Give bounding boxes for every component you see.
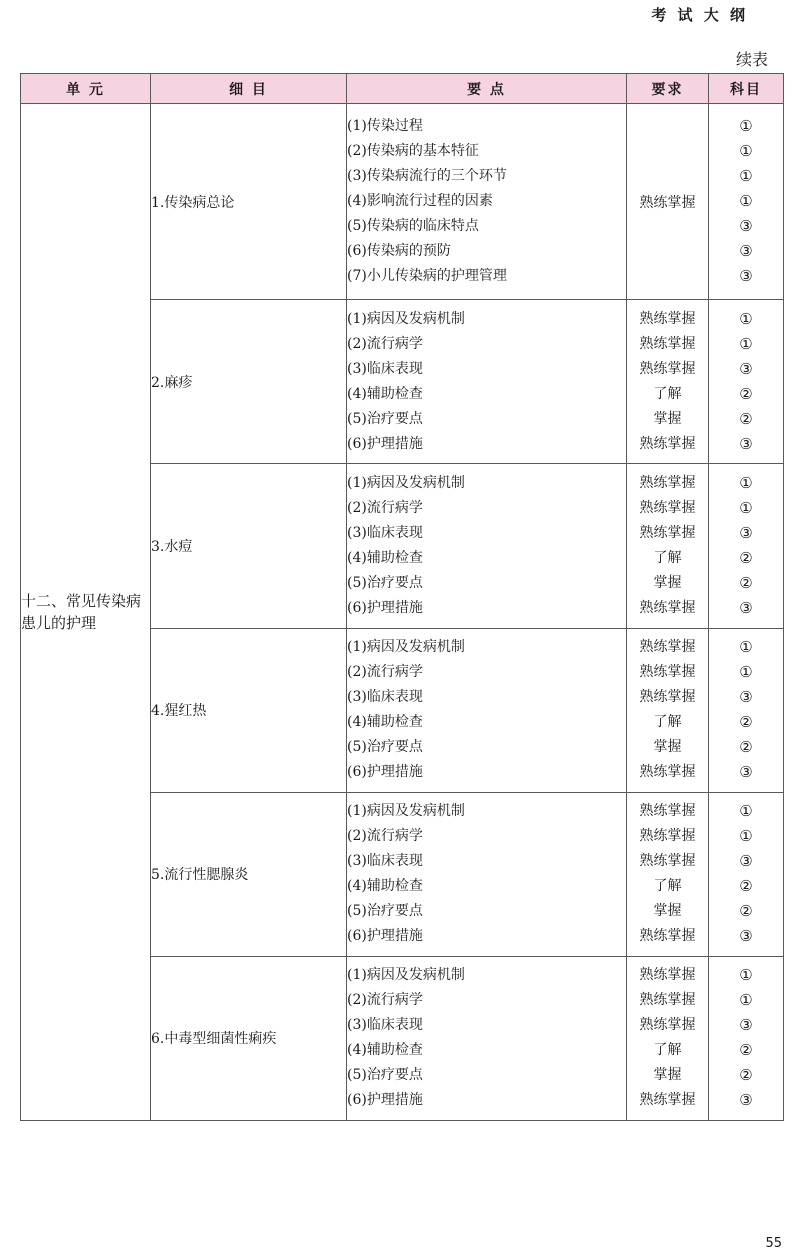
subject-mark: ③ — [739, 852, 753, 871]
subject-mark: ② — [739, 573, 753, 592]
subject-mark: ③ — [739, 523, 753, 542]
point-item: (4)辅助检查 — [347, 385, 423, 402]
subject-mark: ③ — [739, 217, 753, 236]
subject-mark: ① — [739, 334, 753, 353]
column-header-subject: 科目 — [709, 74, 784, 104]
requirement-item: 了解 — [653, 1042, 682, 1059]
point-item: (3)临床表现 — [347, 360, 423, 377]
subject-mark: ③ — [739, 267, 753, 286]
point-item: (1)病因及发病机制 — [347, 474, 465, 491]
detail-cell: 4.猩红热 — [151, 628, 347, 792]
subjects-cell — [709, 628, 784, 792]
requirement-item: 熟练掌握 — [639, 499, 696, 516]
subjects-cell — [709, 300, 784, 464]
subject-mark: ① — [739, 498, 753, 517]
exam-outline-table — [20, 73, 784, 1121]
point-item: (3)临床表现 — [347, 524, 423, 541]
points-cell — [347, 300, 627, 464]
requirement-item: 熟练掌握 — [639, 853, 696, 870]
column-header-detail: 细 目 — [151, 74, 347, 104]
requirement-item: 熟练掌握 — [639, 828, 696, 845]
subject-mark: ③ — [739, 598, 753, 617]
point-item: (2)流行病学 — [347, 828, 423, 845]
requirement-item: 熟练掌握 — [639, 599, 696, 616]
detail-cell: 3.水痘 — [151, 464, 347, 628]
page-number: 55 — [765, 1236, 782, 1251]
table-row — [21, 104, 784, 300]
point-item: (7)小儿传染病的护理管理 — [347, 268, 507, 285]
subject-mark: ② — [739, 384, 753, 403]
subject-mark: ① — [739, 117, 753, 136]
subject-mark: ③ — [739, 688, 753, 707]
requirement-item: 了解 — [653, 549, 682, 566]
subjects-cell — [709, 104, 784, 300]
requirement-item: 掌握 — [653, 903, 682, 920]
point-item: (6)传染病的预防 — [347, 243, 451, 260]
subject-mark: ③ — [739, 1091, 753, 1110]
subject-mark: ③ — [739, 763, 753, 782]
requirements-cell — [627, 628, 709, 792]
requirement-item: 熟练掌握 — [639, 1092, 696, 1109]
point-item: (1)传染过程 — [347, 118, 423, 135]
running-title: 考 试 大 纲 — [651, 6, 748, 24]
points-cell — [347, 464, 627, 628]
requirement-item: 熟练掌握 — [639, 764, 696, 781]
point-item: (3)传染病流行的三个环节 — [347, 168, 507, 185]
point-item: (4)辅助检查 — [347, 549, 423, 566]
requirement-item: 熟练掌握 — [639, 689, 696, 706]
detail-cell: 2.麻疹 — [151, 300, 347, 464]
requirements-cell — [627, 956, 709, 1120]
detail-cell: 5.流行性腮腺炎 — [151, 792, 347, 956]
subjects-cell — [709, 464, 784, 628]
subject-mark: ① — [739, 167, 753, 186]
subject-mark: ② — [739, 409, 753, 428]
column-header-key-points: 要 点 — [347, 74, 627, 104]
subject-mark: ② — [739, 902, 753, 921]
subjects-cell — [709, 792, 784, 956]
unit-cell: 十二、常见传染病患儿的护理 — [21, 104, 151, 1121]
point-item: (6)护理措施 — [347, 764, 423, 781]
requirement-item: 熟练掌握 — [639, 335, 696, 352]
requirements-cell — [627, 300, 709, 464]
point-item: (2)流行病学 — [347, 992, 423, 1009]
continued-label: 续表 — [735, 50, 768, 69]
requirement-item: 熟练掌握 — [639, 360, 696, 377]
requirement-item: 掌握 — [653, 1067, 682, 1084]
requirement-item: 掌握 — [653, 410, 682, 427]
subject-mark: ② — [739, 548, 753, 567]
detail-cell: 1.传染病总论 — [151, 104, 347, 300]
requirement-item: 熟练掌握 — [639, 928, 696, 945]
subject-mark: ① — [739, 142, 753, 161]
requirement-item: 熟练掌握 — [639, 474, 696, 491]
point-item: (6)护理措施 — [347, 928, 423, 945]
requirement-item: 熟练掌握 — [639, 639, 696, 656]
requirement-item: 熟练掌握 — [639, 967, 696, 984]
point-item: (2)流行病学 — [347, 335, 423, 352]
points-cell — [347, 628, 627, 792]
column-header-unit: 单 元 — [21, 74, 151, 104]
requirement-item: 熟练掌握 — [639, 435, 696, 452]
subject-mark: ② — [739, 877, 753, 896]
subject-mark: ① — [739, 192, 753, 211]
requirements-cell — [627, 464, 709, 628]
requirement-item: 掌握 — [653, 574, 682, 591]
subject-mark: ① — [739, 827, 753, 846]
point-item: (4)影响流行过程的因素 — [347, 193, 493, 210]
point-item: (2)传染病的基本特征 — [347, 143, 479, 160]
subject-mark: ③ — [739, 927, 753, 946]
requirement-cell: 熟练掌握 — [627, 104, 709, 300]
column-header-requirement: 要求 — [627, 74, 709, 104]
subjects-cell — [709, 956, 784, 1120]
requirement-item: 了解 — [653, 385, 682, 402]
point-item: (3)临床表现 — [347, 689, 423, 706]
requirement-item: 熟练掌握 — [639, 524, 696, 541]
points-cell — [347, 104, 627, 300]
point-item: (6)护理措施 — [347, 435, 423, 452]
requirement-item: 熟练掌握 — [639, 310, 696, 327]
point-item: (1)病因及发病机制 — [347, 639, 465, 656]
subject-mark: ② — [739, 1066, 753, 1085]
point-item: (3)临床表现 — [347, 853, 423, 870]
requirement-item: 熟练掌握 — [639, 664, 696, 681]
point-item: (5)治疗要点 — [347, 574, 423, 591]
point-item: (1)病因及发病机制 — [347, 310, 465, 327]
subject-mark: ③ — [739, 359, 753, 378]
subject-mark: ③ — [739, 434, 753, 453]
subject-mark: ① — [739, 638, 753, 657]
point-item: (2)流行病学 — [347, 664, 423, 681]
subject-mark: ① — [739, 991, 753, 1010]
subject-mark: ① — [739, 473, 753, 492]
point-item: (2)流行病学 — [347, 499, 423, 516]
point-item: (5)传染病的临床特点 — [347, 218, 479, 235]
subject-mark: ① — [739, 802, 753, 821]
point-item: (5)治疗要点 — [347, 903, 423, 920]
subject-mark: ① — [739, 663, 753, 682]
point-item: (5)治疗要点 — [347, 739, 423, 756]
requirement-item: 了解 — [653, 878, 682, 895]
requirement-item: 熟练掌握 — [639, 992, 696, 1009]
subject-mark: ② — [739, 713, 753, 732]
table-header-row — [21, 74, 784, 104]
requirement-item: 熟练掌握 — [639, 1017, 696, 1034]
requirement-item: 了解 — [653, 714, 682, 731]
point-item: (6)护理措施 — [347, 1092, 423, 1109]
point-item: (5)治疗要点 — [347, 1067, 423, 1084]
subject-mark: ③ — [739, 242, 753, 261]
point-item: (3)临床表现 — [347, 1017, 423, 1034]
point-item: (6)护理措施 — [347, 599, 423, 616]
point-item: (4)辅助检查 — [347, 1042, 423, 1059]
requirement-item: 熟练掌握 — [639, 803, 696, 820]
point-item: (4)辅助检查 — [347, 714, 423, 731]
subject-mark: ② — [739, 1041, 753, 1060]
point-item: (4)辅助检查 — [347, 878, 423, 895]
requirement-item: 掌握 — [653, 739, 682, 756]
points-cell — [347, 792, 627, 956]
points-cell — [347, 956, 627, 1120]
subject-mark: ② — [739, 738, 753, 757]
subject-mark: ① — [739, 966, 753, 985]
point-item: (1)病因及发病机制 — [347, 803, 465, 820]
subject-mark: ① — [739, 309, 753, 328]
point-item: (1)病因及发病机制 — [347, 967, 465, 984]
requirements-cell — [627, 792, 709, 956]
subject-mark: ③ — [739, 1016, 753, 1035]
detail-cell: 6.中毒型细菌性痢疾 — [151, 956, 347, 1120]
point-item: (5)治疗要点 — [347, 410, 423, 427]
